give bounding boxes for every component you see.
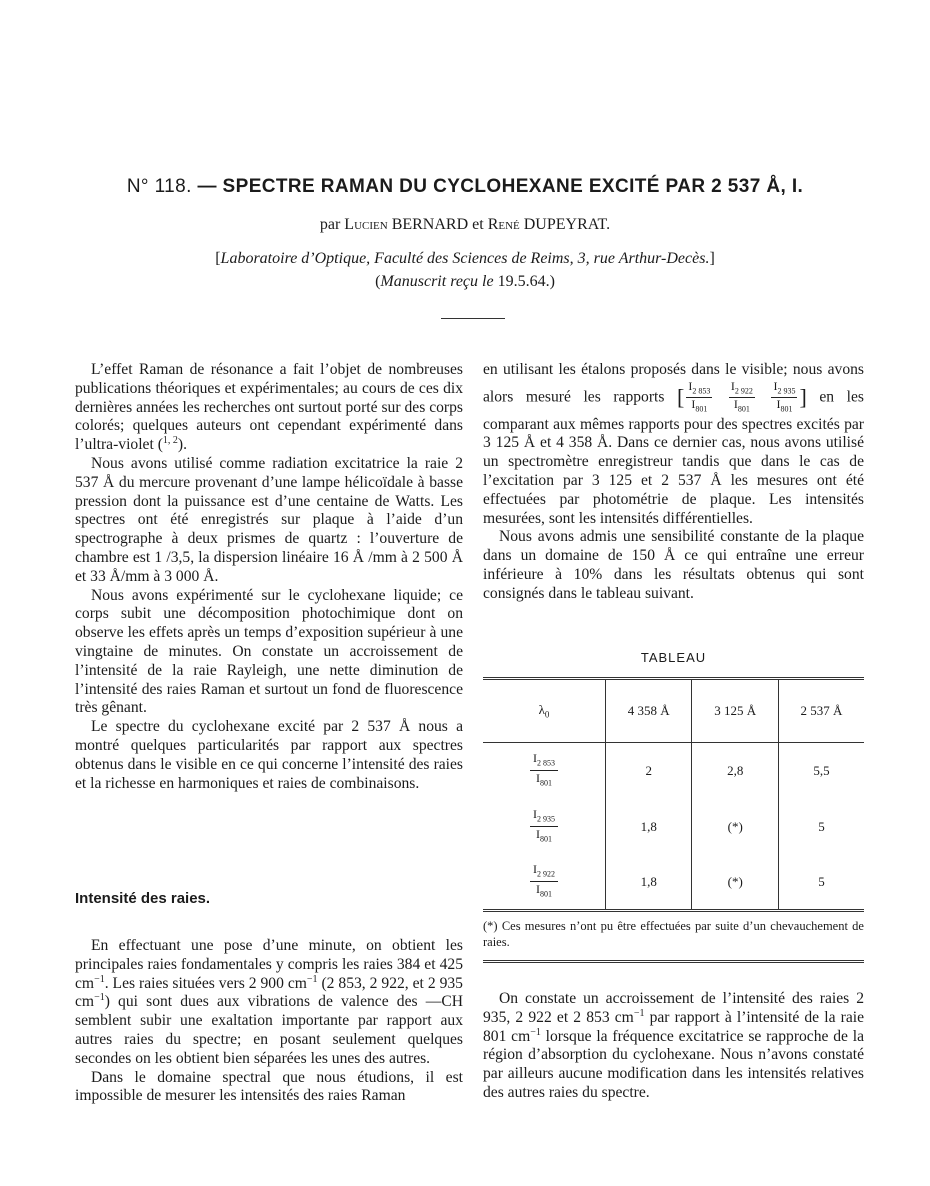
author1-last: BERNARD bbox=[391, 216, 469, 233]
table-row bbox=[483, 799, 864, 855]
authors-line bbox=[0, 216, 930, 234]
ratio-2853-801: $\frac{I_{2 853}}{I_{801}}$ bbox=[688, 378, 711, 414]
reference-marks: 1, 2 bbox=[162, 435, 178, 446]
table-header-row bbox=[483, 679, 864, 743]
affiliation: [Laboratoire d’Optique, Faculté des Sciences de Reims, 3, rue Arthur-Decès.] bbox=[215, 250, 715, 267]
left-paragraph-1 bbox=[75, 361, 463, 455]
table-cell: (*) bbox=[692, 855, 778, 911]
table-end-rule bbox=[483, 960, 864, 963]
section-heading: Intensité des raies. bbox=[75, 890, 211, 907]
exponent: −1 bbox=[94, 992, 105, 1004]
right-column-lower bbox=[483, 990, 864, 1103]
exponent: −1 bbox=[306, 973, 318, 985]
author2-first: René bbox=[487, 216, 520, 233]
table-cell: 2,8 bbox=[692, 743, 778, 799]
ratio-2935-801: $\frac{I_{2 935}}{I_{801}}$ bbox=[773, 378, 796, 414]
left-column bbox=[75, 361, 463, 793]
right-paragraph-2: Nous avons admis une sensibilité constante de la plaque dans un domaine de 150 Å ce qui entraîne une erreur inférieure à 10% dans les résultats obtenus qui sont consignés dans le tableau suivant. bbox=[483, 528, 864, 602]
article-number: N° 118. bbox=[126, 176, 192, 197]
exponent: −1 bbox=[633, 1007, 645, 1019]
left-p5-c: (2 853, 2 922, et 2 935 cm bbox=[75, 974, 463, 1011]
author2-last: DUPEYRAT. bbox=[523, 216, 611, 233]
table-title: TABLEAU bbox=[640, 650, 707, 665]
left-paragraph-3: Nous avons expérimenté sur le cyclohexane liquide; ce corps subit une décomposition photochimique dont on observe les effets après un temps d’exposition supérieur à une vingtaine de minutes. On constate un accroissement de l’intensité de la raie Rayleigh, une nette diminution de l’intensité des raies Raman et surtout un fond de fluorescence très gênant. bbox=[75, 586, 463, 717]
right-p1-b: en les comparant aux mêmes rapports pour des spectres excités par 3 125 Å et 4 358 Å. Dans ce dernier cas, nous avons utilisé un spectromètre enregistreur tandis que dans le cas de l’excitation par 3 125 et 2 537 Å les mesures ont été effectuées par photométrie de plaque. Les intensités mesurées, sont les intensités différentielles. bbox=[483, 388, 864, 527]
received-date: 19.5.64. bbox=[497, 273, 550, 290]
article-title-text: — SPECTRE RAMAN DU CYCLOHEXANE EXCITÉ PAR 2 537 Å, I. bbox=[197, 176, 804, 197]
left-paragraph-2: Nous avons utilisé comme radiation excitatrice la raie 2 537 Å du mercure provenant d’une lampe hélicoïdale à basse pression dont la puissance est d’une centaine de Watts. Les spectres ont été enregistrés sur plaque à l’aide d’un spectrographe à deux prismes de quartz : l’ouverture de chambre est 1 /3,5, la dispersion linéaire 16 Å /mm à 2 500 Å et 33 Å/mm à 3 000 Å. bbox=[75, 454, 463, 585]
right-paragraph-1: en utilisant les étalons proposés dans le visible; nous avons alors mesuré les rapports [ $\frac{I_{2 853}}{I_{801}}$ $\frac{I_{2 922}}{I_{801}}$ $\frac{I_{2 935}}{I_{801}}$ ] en les comparant aux mêmes rapports pour des spectres excités par 3 125 Å et 4 358 Å. Dans ce dernier cas, nous avons utilisé un spectromètre enregistreur tandis que dans le cas de l’excitation par 3 125 et 2 537 Å les mesures ont été effectuées par photométrie de plaque. Les intensités mesurées, sont les intensités différentielles. bbox=[483, 361, 864, 527]
lambda-header: $\lambda_0$ bbox=[538, 702, 550, 720]
received-label: Manuscrit reçu le bbox=[380, 273, 494, 290]
affiliation-text: Laboratoire d’Optique, Faculté des Sciences de Reims, 3, rue Arthur-Decès. bbox=[220, 250, 710, 267]
row-label: $\frac{I_{2 922}}{I_{801}}$ bbox=[483, 855, 606, 911]
left-paragraph-4: Le spectre du cyclohexane excité par 2 537 Å nous a montré quelques particularités par rapport aux spectres obtenus dans le visible en ce qui concerne l’intensité des raies et la richesse en harmoniques et raies de combinaisons. bbox=[75, 718, 463, 792]
author1-first: Lucien bbox=[344, 216, 388, 233]
left-p1-end: ). bbox=[177, 436, 187, 454]
ratio-2922-801: $\frac{I_{2 922}}{I_{801}}$ bbox=[730, 378, 753, 414]
row-label: $\frac{I_{2 935}}{I_{801}}$ bbox=[483, 799, 606, 855]
left-paragraph-5 bbox=[75, 937, 463, 1069]
exponent: −1 bbox=[530, 1026, 541, 1038]
exponent: −1 bbox=[94, 973, 105, 985]
row-label: $\frac{I_{2 853}}{I_{801}}$ bbox=[483, 743, 606, 799]
table-cell: 2 bbox=[606, 743, 692, 799]
table-cell: (*) bbox=[692, 799, 778, 855]
left-p5-b: . Les raies situées vers 2 900 cm bbox=[104, 974, 307, 992]
right-p1-a: en utilisant les étalons proposés dans le visible; nous avons alors mesuré les rapports bbox=[483, 361, 864, 406]
table-cell: 1,8 bbox=[606, 855, 692, 911]
left-paragraph-6: Dans le domaine spectral que nous étudions, il est impossible de mesurer les intensités des raies Raman bbox=[75, 1068, 463, 1105]
left-p1-text: L’effet Raman de résonance a fait l’objet de nombreuses publications théoriques et expérimentales; au cours de ces dix dernières années les recherches ont surtout porté sur des corps colorés; quelques auteurs ont cependant expérimenté dans l’ultra-violet ( bbox=[75, 361, 463, 454]
right-p3-a: On constate un accroissement de l’intensité des raies 2 935, 2 922 et 2 853 cm bbox=[483, 990, 864, 1026]
table-row bbox=[483, 855, 864, 911]
table-row bbox=[483, 743, 864, 799]
table-cell: 5 bbox=[778, 855, 864, 911]
right-p3-c: lorsque la fréquence excitatrice se rapproche de la région d’absorption du cyclohexane. Nous n’avons constaté par ailleurs aucune modification dans les intensités relatives des autres raies du spectre. bbox=[483, 1027, 864, 1101]
title-rule bbox=[441, 318, 505, 319]
col-header-3125: 3 125 Å bbox=[692, 679, 778, 743]
table-cell: 1,8 bbox=[606, 799, 692, 855]
right-paragraph-3 bbox=[483, 990, 864, 1103]
left-p5-a: En effectuant une pose d’une minute, on obtient les principales raies fondamentales y compris les raies 384 et 425 cm bbox=[75, 937, 463, 992]
table-cell: 5,5 bbox=[778, 743, 864, 799]
table-cell: 5 bbox=[778, 799, 864, 855]
table-footnote: (*) Ces mesures n’ont pu être effectuées par suite d’un chevauchement de raies. bbox=[483, 919, 864, 949]
right-column bbox=[483, 361, 864, 604]
by-word: par bbox=[319, 216, 341, 233]
received-line: (Manuscrit reçu le 19.5.64.) bbox=[375, 273, 555, 290]
col-header-2537: 2 537 Å bbox=[778, 679, 864, 743]
left-p5-d: ) qui sont dues aux vibrations de valence des —CH semblent subir une exaltation importante par rapport aux autres raies du spectre; en posant seulement quelques secondes on les obtient bien séparées les unes des autres. bbox=[75, 993, 463, 1067]
and-word: et bbox=[472, 216, 484, 233]
left-column-lower bbox=[75, 937, 463, 1106]
article-title bbox=[0, 176, 930, 198]
right-p3-b: par rapport à l’intensité de la raie 801 cm bbox=[483, 1008, 864, 1045]
col-header-4358: 4 358 Å bbox=[606, 679, 692, 743]
results-table bbox=[483, 677, 864, 912]
